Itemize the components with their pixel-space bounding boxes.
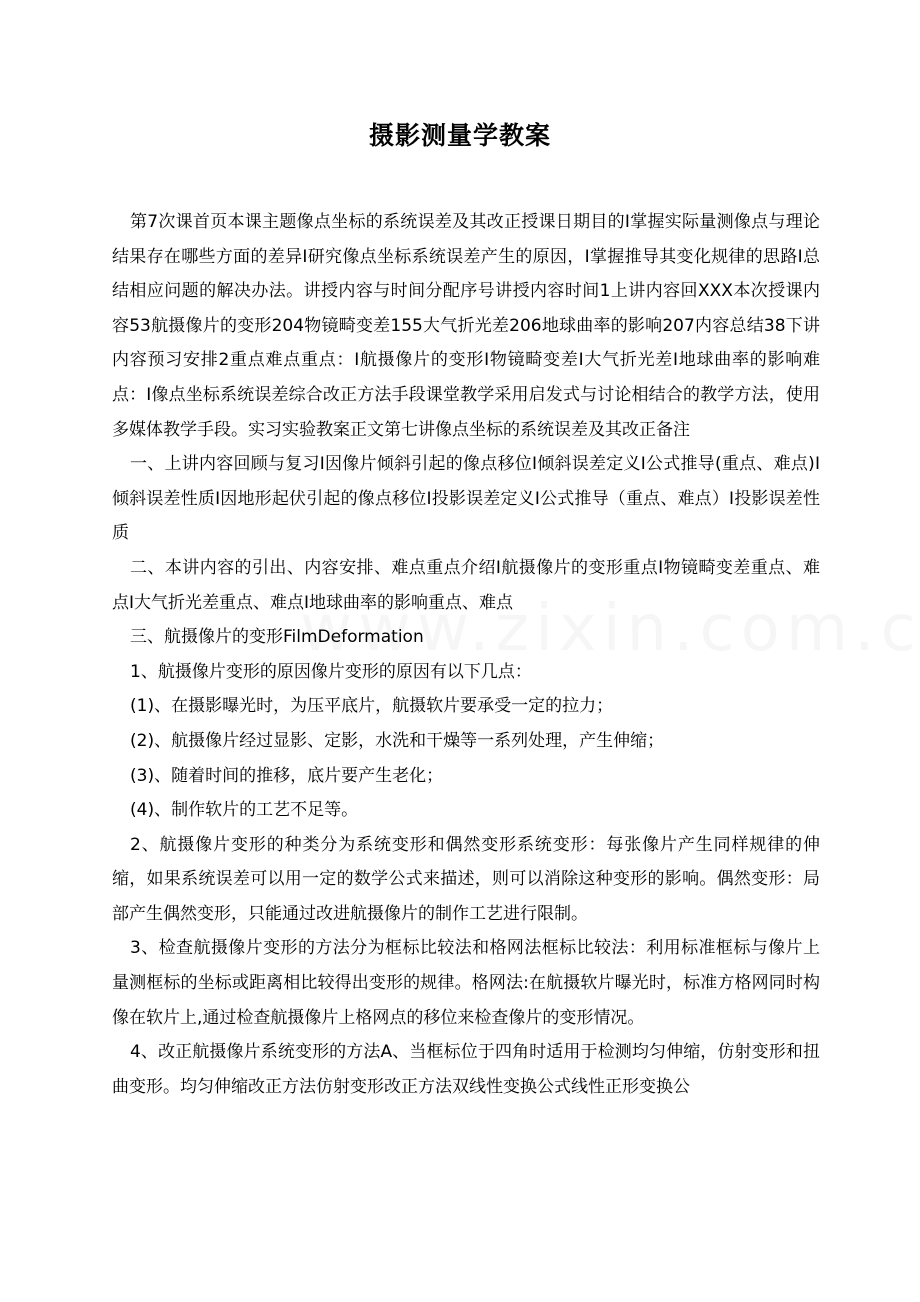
section-heading-film-deformation: 三、航摄像片的变形FilmDeformation xyxy=(130,627,424,648)
paragraph-inspection-methods: 3、检查航摄像片变形的方法分为框标比较法和格网法框标比较法：利用标准框标与像片上量测框标的坐标或距离相比较得出变形的规律。格网法:在航摄软片曝光时，标准方格网同时构像在软片上,通过检查航摄像片上格网点的移位来检查像片的变形情况。 xyxy=(112,938,820,1028)
paragraph-correction-methods: 4、改正航摄像片系统变形的方法A、当框标位于四角时适用于检测均匀伸缩，仿射变形和扭曲变形。均匀伸缩改正方法仿射变形改正方法双线性变换公式线性正形变换公 xyxy=(112,1042,820,1097)
paragraph-deformation-types: 2、航摄像片变形的种类分为系统变形和偶然变形系统变形：每张像片产生同样规律的伸缩，如果系统误差可以用一定的数学公式来描述，则可以消除这种变形的影响。偶然变形：局部产生偶然变形，只能通过改进航摄像片的制作工艺进行限制。 xyxy=(112,834,820,924)
paragraph-intro: 第7次课首页本课主题像点坐标的系统误差及其改正授课日期目的Ⅰ掌握实际量测像点与理论结果存在哪些方面的差异Ⅰ研究像点坐标系统误差产生的原因，Ⅰ掌握推导其变化规律的思路Ⅰ总结相应问题的解决办法。讲授内容与时间分配序号讲授内容时间1上讲内容回XXX本次授课内容53航摄像片的变形204物镜畸变差155大气折光差206地球曲率的影响207内容总结38下讲内容预习安排2重点难点重点：Ⅰ航摄像片的变形Ⅰ物镜畸变差Ⅰ大气折光差Ⅰ地球曲率的影响难点：Ⅰ像点坐标系统误差综合改正方法手段课堂教学采用启发式与讨论相结合的教学方法，使用多媒体教学手段。实习实验教案正文第七讲像点坐标的系统误差及其改正备注 xyxy=(112,212,820,440)
paragraph-review: 一、上讲内容回顾与复习Ⅰ因像片倾斜引起的像点移位Ⅰ倾斜误差定义Ⅰ公式推导(重点、难点)Ⅰ倾斜误差性质Ⅰ因地形起伏引起的像点移位Ⅰ投影误差定义Ⅰ公式推导（重点、难点）Ⅰ投影误差性质 xyxy=(112,454,820,544)
paragraph-causes: 1、航摄像片变形的原因像片变形的原因有以下几点： xyxy=(130,661,532,682)
list-item-cause-4: (4)、制作软片的工艺不足等。 xyxy=(130,800,359,821)
document-body xyxy=(112,205,820,1104)
paragraph-outline: 二、本讲内容的引出、内容安排、难点重点介绍Ⅰ航摄像片的变形重点Ⅰ物镜畸变差重点、难点Ⅰ大气折光差重点、难点Ⅰ地球曲率的影响重点、难点 xyxy=(112,557,820,613)
list-item-cause-3: (3)、随着时间的推移，底片要产生老化； xyxy=(130,765,444,786)
list-item-cause-1: (1)、在摄影曝光时，为压平底片，航摄软片要承受一定的拉力； xyxy=(130,696,614,717)
page-title: 摄影测量学教案 xyxy=(368,121,551,150)
list-item-cause-2: (2)、航摄像片经过显影、定影，水洗和干燥等一系列处理，产生伸缩； xyxy=(130,730,665,751)
